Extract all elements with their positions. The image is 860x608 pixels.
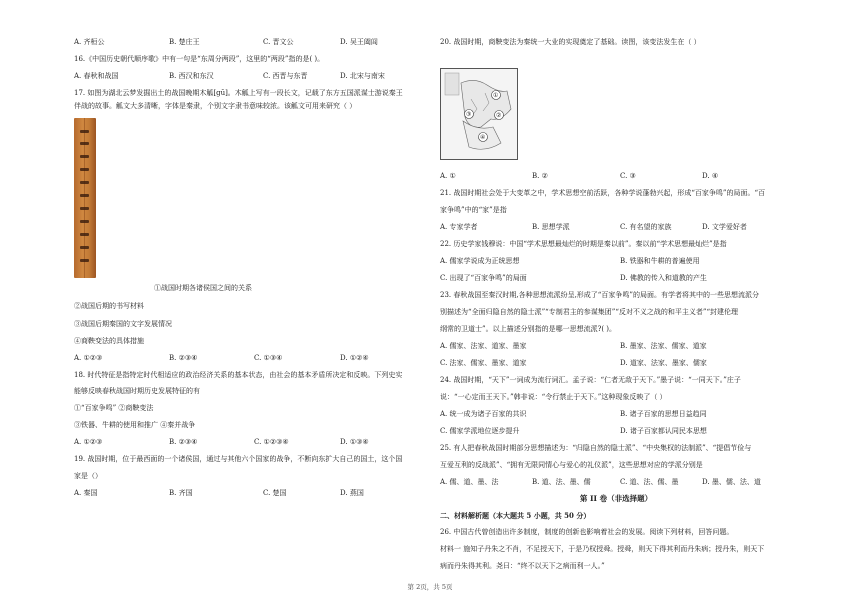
q25-option-c: C. 道、法、儒、墨 <box>620 478 679 486</box>
q23-stem-line1: 23. 春秋战国至秦汉时期,各种思想流派纷呈,形成了“百家争鸣”的局面。有学者将其中的一些思想流派分 <box>440 291 759 299</box>
q20-option-a: A. ① <box>440 172 456 180</box>
q25-stem-line2: 互爱互利的反战派”、“拥有无限同情心与爱心的礼仪派”，这些思想对应的学派分别是 <box>440 461 703 469</box>
q17-stem-line2: 伴战的故事。觚文大多清晰，字体是秦隶，个别文字隶书意味较浓。该觚文可用来研究（ ） <box>74 102 357 110</box>
q21-stem-line2: 家争鸣”中的“家”是指 <box>440 206 507 214</box>
q19-stem-line1: 19. 战国时期，位于最西面的一个诸侯国，通过与其他六个国家的战争，不断向东扩大自己的国土，这个国 <box>74 455 403 463</box>
q23-option-d: D. 道家、法家、墨家、儒家 <box>620 359 707 367</box>
map-label-3: ③ <box>466 111 472 118</box>
q18-stem-line2: 能够反映春秋战国时期历史发展特征的有 <box>74 387 200 395</box>
q17-option-d: D. ①②④ <box>340 354 369 362</box>
q24-option-b: B. 诸子百家的思想日益趋同 <box>620 410 707 418</box>
q18-option-c: C. ①②③④ <box>254 438 289 446</box>
q17-item-3: ③战国后期秦国的文字发展情况 <box>74 320 172 328</box>
q18-option-d: D. ①③④ <box>340 438 369 446</box>
q20-stem: 20. 战国时期，商鞅变法为秦统一大业的实现奠定了基础。读图，该变法发生在（ ） <box>440 38 701 46</box>
q23-option-b: B. 墨家、法家、儒家、道家 <box>620 342 707 350</box>
q17-item-1: ①战国时期各诸侯国之间的关系 <box>154 284 252 292</box>
q19-option-a: A. 秦国 <box>74 489 98 497</box>
q25-option-a: A. 儒、道、墨、法 <box>440 478 499 486</box>
q17-item-2: ②战国后期的书写材料 <box>74 302 144 310</box>
q20-option-b: B. ② <box>532 172 548 180</box>
q21-option-c: C. 有名望的家族 <box>620 223 672 231</box>
q15-option-c: C. 晋文公 <box>263 38 294 46</box>
wooden-slip-image <box>74 118 96 278</box>
q21-option-b: B. 思想学派 <box>532 223 570 231</box>
q15-option-a: A. 齐桓公 <box>74 38 105 46</box>
q26-material-line1: 材料一 施知子丹朱之不肖，不足授天下，于是乃权授舜。授舜，则天下得其利而丹朱病；授丹朱，则天下 <box>440 545 765 553</box>
q23-option-a: A. 儒家、法家、道家、墨家 <box>440 342 527 350</box>
q22-option-b: B. 铁器和牛耕的普遍使用 <box>620 257 700 265</box>
q18-option-b: B. ②③④ <box>169 438 198 446</box>
map-drawing <box>441 69 517 159</box>
q24-option-c: C. 儒家学派地位逐步提升 <box>440 427 520 435</box>
q22-option-a: A. 儒家学说成为正统思想 <box>440 257 520 265</box>
map-label-1: ① <box>493 92 499 99</box>
q25-option-b: B. 道、法、墨、儒 <box>532 478 591 486</box>
q17-stem-line1: 17. 如图为湖北云梦发掘出土的战国晚期木觚[gū]。木觚上写有一段长文，记载了东方五国派谋士游说秦王 <box>74 89 403 97</box>
q20-option-c: C. ③ <box>620 172 636 180</box>
q21-option-a: A. 专家学者 <box>440 223 478 231</box>
q23-option-c: C. 法家、儒家、墨家、道家 <box>440 359 527 367</box>
q24-option-a: A. 统一成为诸子百家的共识 <box>440 410 527 418</box>
q18-items-line2: ③铁器、牛耕的使用和推广 ④秦并战争 <box>74 421 196 429</box>
q25-stem-line1: 25. 有人把春秋战国时期部分思想描述为：“归隐自然的隐士派”、“中央集权的法制派”、“提倡节俭与 <box>440 444 752 452</box>
q17-option-b: B. ②③④ <box>169 354 198 362</box>
q17-option-a: A. ①②③ <box>74 354 103 362</box>
q16-option-a: A. 春秋和战国 <box>74 72 119 80</box>
warring-states-map <box>440 68 518 160</box>
q22-option-d: D. 佛教的传入和道教的产生 <box>620 274 707 282</box>
map-label-4: ④ <box>480 134 486 141</box>
q19-option-b: B. 齐国 <box>169 489 193 497</box>
q17-option-c: C. ①③④ <box>254 354 283 362</box>
q23-stem-line3: 纲常的卫道士”。以上描述分别指的是哪一思想流派?( )。 <box>440 325 617 333</box>
q16-stem: 16.《中国历史朝代顺序歌》中有一句是“东周分两段”，这里的“两段”指的是( )。 <box>74 55 325 63</box>
q19-stem-line2: 家是（） <box>74 472 102 480</box>
q22-option-c: C. 出现了“百家争鸣”的局面 <box>440 274 527 282</box>
q17-item-4: ④商鞅变法的具体措施 <box>74 337 144 345</box>
q24-stem-line1: 24. 战国时期，“天下”一词成为流行词汇。孟子说：“仁者无敌于天下。”墨子说：“一同天下。”庄子 <box>440 376 741 384</box>
q25-option-d: D. 墨、儒、法、道 <box>702 478 761 486</box>
q16-option-d: D. 北宋与南宋 <box>340 72 385 80</box>
q21-stem-line1: 21. 战国时期社会处于大变革之中，学术思想空前活跃，各种学说蓬勃兴起，形成“百家争鸣”的局面。“百 <box>440 189 766 197</box>
q18-stem-line1: 18. 时代特征是指特定时代相适应的政治经济关系的基本状态，由社会的基本矛盾所决定和反映。下列史实 <box>74 371 403 379</box>
q15-option-d: D. 吴王阖闾 <box>340 38 378 46</box>
q24-stem-line2: 说：“一心定而王天下。”韩非说：“令行禁止于天下。”这种现象反映了（ ） <box>440 393 667 401</box>
q16-option-c: C. 西晋与东晋 <box>263 72 308 80</box>
q18-option-a: A. ①②③ <box>74 438 103 446</box>
section-heading: 二、材料解析题（本大题共 5 小题，共 50 分） <box>440 511 591 520</box>
q16-option-b: B. 西汉和东汉 <box>169 72 214 80</box>
map-label-2: ② <box>496 112 502 119</box>
q22-stem: 22. 历史学家钱穆说：中国“学术思想最灿烂的时期是秦以前”。秦以前“学术思想最灿烂”是指 <box>440 240 727 248</box>
q18-items-line1: ①“百家争鸣” ②商鞅变法 <box>74 404 154 412</box>
q21-option-d: D. 文学爱好者 <box>702 223 747 231</box>
q19-option-c: C. 楚国 <box>263 489 287 497</box>
q24-option-d: D. 诸子百家都认同民本思想 <box>620 427 707 435</box>
q23-stem-line2: 别描述为“全面归隐自然的隐士派”“专制君主的参谋集团”“反对不义之战的和平主义者”“封建伦理 <box>440 308 739 316</box>
q26-stem: 26. 中国古代曾创造出许多制度，制度的创新也影响着社会的发展。阅读下列材料，回答问题。 <box>440 528 734 536</box>
q19-option-d: D. 燕国 <box>340 489 364 497</box>
q20-option-d: D. ④ <box>702 172 719 180</box>
q26-material-line2: 病而丹朱得其利。尧曰：“终不以天下之病而利一人。” <box>440 562 605 570</box>
section-title: 第 II 卷（非选择题） <box>579 494 653 503</box>
page-footer: 第 2页，共 5页 <box>407 583 453 591</box>
q15-option-b: B. 楚庄王 <box>169 38 200 46</box>
